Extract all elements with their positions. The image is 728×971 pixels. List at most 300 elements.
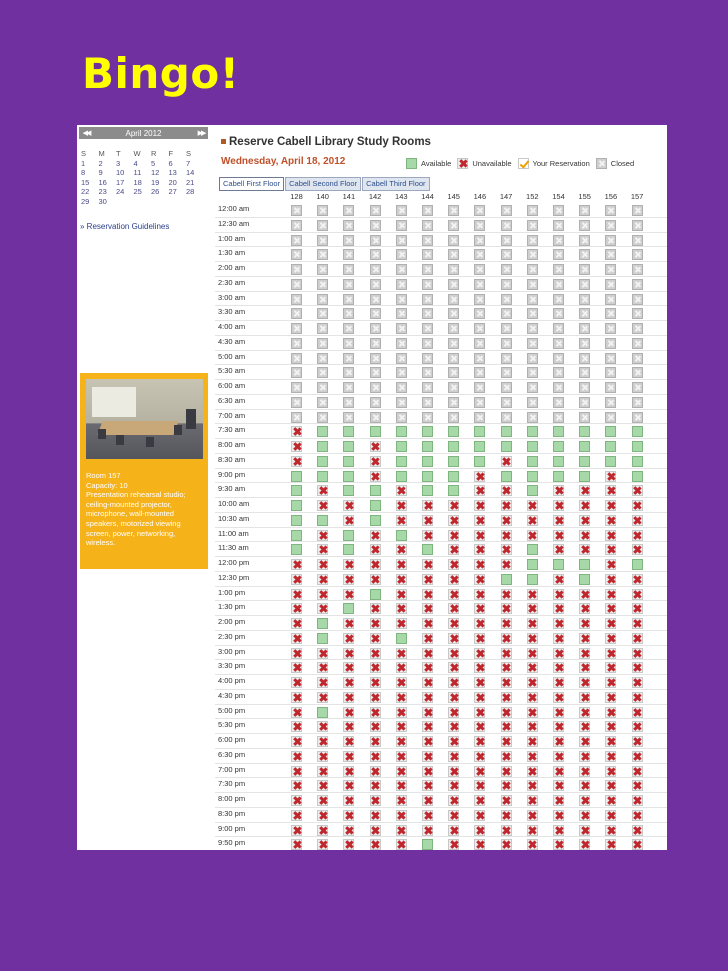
closed-slot: [632, 220, 643, 231]
unavailable-slot: [422, 677, 433, 688]
available-slot[interactable]: [317, 707, 328, 718]
unavailable-slot: [579, 780, 590, 791]
available-slot[interactable]: [632, 456, 643, 467]
room-column-headers: [215, 192, 667, 201]
available-slot[interactable]: [422, 471, 433, 482]
calendar-weekday: T: [116, 149, 121, 158]
calendar-day[interactable]: 29: [81, 196, 90, 206]
available-slot[interactable]: [553, 441, 564, 452]
calendar-day[interactable]: 28: [186, 187, 195, 196]
time-label: 9:30 am: [218, 484, 246, 494]
available-slot[interactable]: [370, 426, 381, 437]
closed-slot: [448, 323, 459, 334]
calendar-day[interactable]: 11: [133, 168, 142, 177]
unavailable-slot: [605, 810, 616, 821]
available-slot[interactable]: [291, 515, 302, 526]
available-slot[interactable]: [553, 426, 564, 437]
time-label: 3:00 pm: [218, 646, 246, 656]
available-slot[interactable]: [422, 544, 433, 555]
unavailable-slot: [448, 795, 459, 806]
available-slot[interactable]: [527, 574, 538, 585]
unavailable-slot: [474, 810, 485, 821]
closed-slot: [343, 279, 354, 290]
calendar-day[interactable]: 5: [151, 158, 156, 168]
unavailable-slot: [396, 648, 407, 659]
unavailable-slot: [448, 648, 459, 659]
tab-second-floor[interactable]: Cabell Second Floor: [285, 177, 361, 191]
closed-slot: [448, 308, 459, 319]
available-slot[interactable]: [291, 530, 302, 541]
closed-slot: [553, 382, 564, 393]
available-slot[interactable]: [422, 456, 433, 467]
unavailable-slot: [605, 795, 616, 806]
calendar-day[interactable]: 8: [81, 168, 86, 177]
unavailable-slot: [422, 648, 433, 659]
unavailable-slot: [527, 795, 538, 806]
unavailable-slot: [370, 751, 381, 762]
unavailable-slot: [579, 500, 590, 511]
closed-slot: [370, 279, 381, 290]
calendar-day[interactable]: 10: [116, 168, 125, 177]
closed-slot: [632, 412, 643, 423]
calendar-day[interactable]: 14: [186, 168, 195, 177]
closed-slot: [553, 249, 564, 260]
closed-slot: [527, 235, 538, 246]
closed-slot: [474, 338, 485, 349]
closed-slot: [422, 220, 433, 231]
closed-slot: [527, 353, 538, 364]
available-slot[interactable]: [448, 485, 459, 496]
closed-slot: [632, 382, 643, 393]
available-slot[interactable]: [501, 441, 512, 452]
unavailable-slot: [422, 574, 433, 585]
closed-slot: [422, 279, 433, 290]
closed-slot: [579, 308, 590, 319]
closed-slot: [632, 353, 643, 364]
available-slot[interactable]: [343, 426, 354, 437]
closed-slot: [422, 367, 433, 378]
available-slot[interactable]: [474, 441, 485, 452]
table-row: [215, 292, 667, 307]
unavailable-slot: [474, 795, 485, 806]
available-slot[interactable]: [370, 485, 381, 496]
unavailable-slot: [527, 633, 538, 644]
closed-slot: [396, 279, 407, 290]
unavailable-slot: [474, 544, 485, 555]
available-slot[interactable]: [396, 633, 407, 644]
closed-slot: [632, 249, 643, 260]
unavailable-slot: [632, 603, 643, 614]
unavailable-slot: [632, 485, 643, 496]
available-slot[interactable]: [422, 441, 433, 452]
available-slot[interactable]: [527, 441, 538, 452]
calendar-day[interactable]: 6: [168, 158, 173, 168]
calendar-day[interactable]: 16: [98, 177, 107, 187]
calendar-day[interactable]: 3: [116, 158, 121, 168]
calendar-day[interactable]: 7: [186, 158, 191, 168]
available-slot[interactable]: [448, 441, 459, 452]
available-slot[interactable]: [317, 633, 328, 644]
unavailable-slot: [291, 633, 302, 644]
room-header: 147: [499, 192, 513, 201]
available-slot[interactable]: [422, 426, 433, 437]
time-label: 8:30 am: [218, 454, 246, 464]
closed-slot: [632, 235, 643, 246]
closed-slot: [527, 264, 538, 275]
next-month-icon[interactable]: ▶▶: [197, 130, 205, 137]
closed-slot: [370, 294, 381, 305]
unavailable-slot: [396, 751, 407, 762]
table-row: [215, 321, 667, 336]
available-slot[interactable]: [396, 530, 407, 541]
reservation-guidelines-link[interactable]: » Reservation Guidelines: [80, 222, 170, 231]
unavailable-slot: [579, 766, 590, 777]
unavailable-slot: [553, 618, 564, 629]
unavailable-slot: [527, 530, 538, 541]
available-slot[interactable]: [317, 515, 328, 526]
calendar-day[interactable]: 13: [168, 168, 177, 177]
unavailable-slot: [501, 559, 512, 570]
unavailable-slot: [579, 603, 590, 614]
available-slot[interactable]: [370, 589, 381, 600]
time-label: 7:00 pm: [218, 764, 246, 774]
unavailable-slot: [579, 810, 590, 821]
unavailable-slot: [527, 618, 538, 629]
available-slot[interactable]: [291, 500, 302, 511]
unavailable-slot: [553, 751, 564, 762]
unavailable-slot: [343, 589, 354, 600]
available-slot[interactable]: [343, 544, 354, 555]
available-slot[interactable]: [579, 471, 590, 482]
calendar-week-row: [79, 187, 208, 197]
calendar-day[interactable]: 1: [81, 158, 86, 168]
closed-slot: [422, 249, 433, 260]
available-slot[interactable]: [579, 456, 590, 467]
available-slot[interactable]: [605, 456, 616, 467]
calendar-day[interactable]: 19: [151, 177, 160, 187]
unavailable-slot: [291, 662, 302, 673]
available-slot[interactable]: [396, 456, 407, 467]
available-slot[interactable]: [317, 426, 328, 437]
available-slot[interactable]: [553, 471, 564, 482]
unavailable-slot: [579, 662, 590, 673]
legend-closed: Closed: [610, 158, 635, 168]
available-slot[interactable]: [527, 456, 538, 467]
unavailable-slot: [474, 780, 485, 791]
unavailable-slot: [474, 633, 485, 644]
available-slot[interactable]: [605, 426, 616, 437]
calendar-weekday: R: [151, 149, 157, 158]
available-slot[interactable]: [343, 485, 354, 496]
table-row: [215, 528, 667, 543]
calendar-empty: [149, 197, 167, 207]
closed-slot: [501, 323, 512, 334]
unavailable-slot: [291, 456, 302, 467]
available-slot[interactable]: [370, 515, 381, 526]
unavailable-slot: [474, 825, 485, 836]
table-row: [215, 616, 667, 631]
unavailable-slot: [605, 544, 616, 555]
unavailable-slot: [317, 810, 328, 821]
unavailable-slot: [396, 500, 407, 511]
unavailable-slot: [396, 736, 407, 747]
closed-slot: [501, 220, 512, 231]
unavailable-slot: [553, 795, 564, 806]
available-slot[interactable]: [553, 456, 564, 467]
available-slot[interactable]: [343, 530, 354, 541]
unavailable-slot: [448, 544, 459, 555]
unavailable-slot: [422, 618, 433, 629]
calendar-day[interactable]: 9: [98, 168, 103, 177]
unavailable-slot: [396, 721, 407, 732]
available-slot[interactable]: [579, 574, 590, 585]
room-header: 155: [578, 192, 591, 201]
closed-slot: [396, 220, 407, 231]
unavailable-slot: [527, 603, 538, 614]
calendar-day[interactable]: 25: [133, 187, 142, 196]
time-label: 1:30 pm: [218, 602, 246, 612]
unavailable-slot: [553, 839, 564, 850]
available-slot[interactable]: [343, 456, 354, 467]
time-label: 1:00 pm: [218, 587, 246, 597]
unavailable-slot: [579, 839, 590, 850]
closed-slot: [396, 294, 407, 305]
unavailable-slot: [343, 500, 354, 511]
time-label: 10:00 am: [218, 499, 250, 508]
available-slot[interactable]: [291, 485, 302, 496]
available-slot[interactable]: [448, 426, 459, 437]
unavailable-slot: [605, 574, 616, 585]
available-slot[interactable]: [632, 426, 643, 437]
closed-slot: [474, 264, 485, 275]
unavailable-slot: [501, 500, 512, 511]
calendar-day[interactable]: 23: [98, 187, 107, 196]
tab-first-floor[interactable]: Cabell First Floor: [219, 177, 284, 191]
table-row: [215, 734, 667, 749]
calendar-day[interactable]: 17: [116, 177, 125, 187]
unavailable-slot: [501, 589, 512, 600]
unavailable-slot: [448, 603, 459, 614]
calendar-weekday: S: [186, 149, 192, 158]
available-slot[interactable]: [579, 426, 590, 437]
closed-slot: [422, 308, 433, 319]
unavailable-slot: [605, 692, 616, 703]
available-slot[interactable]: [474, 456, 485, 467]
unavailable-slot: [370, 692, 381, 703]
available-slot[interactable]: [343, 441, 354, 452]
calendar-day[interactable]: 18: [133, 177, 142, 187]
available-slot[interactable]: [527, 426, 538, 437]
unavailable-slot: [553, 544, 564, 555]
closed-slot: [579, 294, 590, 305]
room-header: 146: [473, 192, 487, 201]
room-header: 128: [290, 192, 303, 201]
unavailable-slot: [605, 677, 616, 688]
closed-slot: [448, 412, 459, 423]
table-row: [215, 262, 667, 277]
closed-slot: [370, 382, 381, 393]
closed-slot: [553, 294, 564, 305]
unavailable-slot: [527, 692, 538, 703]
calendar-day[interactable]: 2: [98, 158, 103, 168]
closed-slot: [501, 264, 512, 275]
calendar-day[interactable]: 20: [168, 177, 177, 187]
available-slot[interactable]: [501, 471, 512, 482]
closed-slot: [579, 235, 590, 246]
closed-slot: [396, 323, 407, 334]
calendar-day[interactable]: 22: [81, 187, 90, 196]
available-slot[interactable]: [527, 559, 538, 570]
time-label: 12:00 am: [218, 204, 250, 213]
time-label: 11:00 am: [218, 528, 249, 538]
calendar-day[interactable]: 30: [98, 196, 107, 206]
unavailable-slot: [474, 721, 485, 732]
available-slot[interactable]: [579, 441, 590, 452]
available-slot[interactable]: [527, 544, 538, 555]
unavailable-slot: [501, 825, 512, 836]
calendar-day[interactable]: 15: [81, 177, 90, 187]
checkmark-icon: [518, 158, 529, 169]
closed-slot: [474, 279, 485, 290]
available-slot[interactable]: [579, 559, 590, 570]
closed-slot: [474, 249, 485, 260]
available-slot[interactable]: [527, 471, 538, 482]
available-slot[interactable]: [317, 471, 328, 482]
slide-title: Bingo!: [82, 49, 240, 98]
calendar-day[interactable]: 24: [116, 187, 125, 196]
closed-slot: [605, 264, 616, 275]
closed-slot: [474, 353, 485, 364]
unavailable-slot: [553, 515, 564, 526]
unavailable-slot: [370, 618, 381, 629]
available-slot[interactable]: [370, 500, 381, 511]
closed-slot: [422, 323, 433, 334]
calendar-day[interactable]: 4: [133, 158, 138, 168]
unavailable-slot: [632, 544, 643, 555]
unavailable-slot: [501, 662, 512, 673]
closed-slot: [553, 323, 564, 334]
available-slot[interactable]: [343, 603, 354, 614]
unavailable-slot: [553, 766, 564, 777]
legend-your-reservation: Your Reservation: [532, 158, 590, 168]
closed-slot: [291, 412, 302, 423]
closed-slot: [317, 382, 328, 393]
closed-slot: [501, 367, 512, 378]
closed-slot: [579, 382, 590, 393]
calendar-day[interactable]: 26: [151, 187, 160, 196]
closed-slot: [553, 308, 564, 319]
unavailable-slot: [579, 751, 590, 762]
closed-slot: [448, 235, 459, 246]
available-slot[interactable]: [632, 471, 643, 482]
available-slot[interactable]: [501, 574, 512, 585]
closed-slot: [422, 205, 433, 216]
closed-slot: [448, 220, 459, 231]
closed-slot: [317, 367, 328, 378]
available-slot[interactable]: [317, 618, 328, 629]
available-slot[interactable]: [632, 559, 643, 570]
unavailable-slot: [605, 662, 616, 673]
prev-month-icon[interactable]: ◀◀: [82, 130, 90, 137]
room-header: 143: [395, 192, 408, 201]
unavailable-slot: [396, 559, 407, 570]
closed-slot: [370, 338, 381, 349]
unavailable-slot: [396, 544, 407, 555]
available-slot[interactable]: [396, 441, 407, 452]
tab-third-floor[interactable]: Cabell Third Floor: [362, 177, 429, 191]
unavailable-slot: [370, 825, 381, 836]
closed-slot: [448, 397, 459, 408]
available-slot[interactable]: [291, 544, 302, 555]
available-slot[interactable]: [605, 441, 616, 452]
available-slot[interactable]: [291, 471, 302, 482]
available-slot[interactable]: [501, 426, 512, 437]
unavailable-slot: [370, 633, 381, 644]
calendar-day[interactable]: 12: [151, 168, 160, 177]
unavailable-slot: [501, 485, 512, 496]
unavailable-slot: [474, 648, 485, 659]
unavailable-slot: [553, 603, 564, 614]
unavailable-slot: [422, 810, 433, 821]
unavailable-slot: [448, 574, 459, 585]
table-row: [215, 395, 667, 410]
unavailable-slot: [553, 633, 564, 644]
available-slot[interactable]: [396, 471, 407, 482]
unavailable-slot: [343, 574, 354, 585]
available-slot[interactable]: [317, 441, 328, 452]
time-label: 3:00 am: [218, 292, 246, 302]
table-row: [215, 764, 667, 779]
unavailable-slot: [291, 677, 302, 688]
closed-slot: [422, 264, 433, 275]
closed-slot: [579, 264, 590, 275]
closed-slot: [579, 367, 590, 378]
closed-slot: [370, 235, 381, 246]
available-slot[interactable]: [527, 485, 538, 496]
available-slot[interactable]: [422, 485, 433, 496]
unavailable-slot: [370, 559, 381, 570]
table-row: [215, 557, 667, 572]
available-slot[interactable]: [553, 559, 564, 570]
room-description: Presentation rehearsal studio; ceiling-mounted projector, microphone, wall-mounted speakers, motorized viewing screen, power, networking, wireless.: [86, 490, 186, 548]
available-slot[interactable]: [343, 471, 354, 482]
unavailable-slot: [317, 795, 328, 806]
table-row: [215, 660, 667, 675]
calendar-empty: [114, 197, 132, 207]
available-slot[interactable]: [317, 456, 328, 467]
closed-slot: [527, 382, 538, 393]
unavailable-slot: [527, 677, 538, 688]
available-slot[interactable]: [448, 471, 459, 482]
bullet-icon: [221, 139, 226, 144]
available-slot[interactable]: [422, 839, 433, 850]
calendar-day[interactable]: 27: [168, 187, 177, 196]
closed-slot: [579, 353, 590, 364]
available-slot[interactable]: [396, 426, 407, 437]
available-slot[interactable]: [632, 441, 643, 452]
available-slot[interactable]: [448, 456, 459, 467]
closed-slot: [632, 323, 643, 334]
available-slot[interactable]: [474, 426, 485, 437]
closed-slot: [396, 264, 407, 275]
closed-slot: [527, 338, 538, 349]
closed-slot: [396, 235, 407, 246]
calendar-day[interactable]: 21: [186, 177, 195, 187]
table-row: [215, 203, 667, 218]
unavailable-slot: [317, 721, 328, 732]
unavailable-slot: [291, 751, 302, 762]
table-row: [215, 837, 667, 850]
